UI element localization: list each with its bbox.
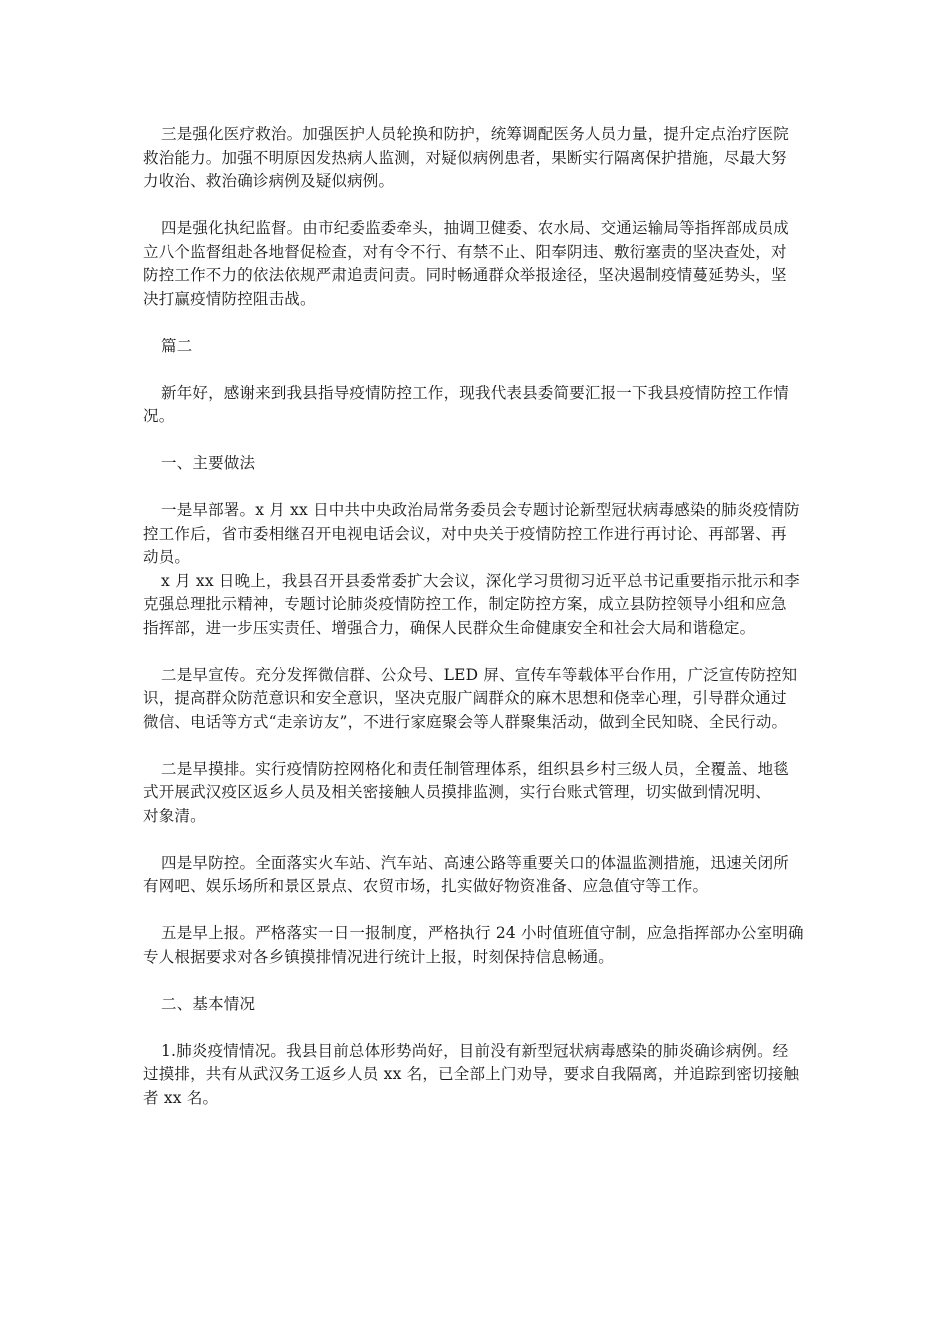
text-line: 立八个监督组赴各地督促检查，对有令不行、有禁不止、阳奉阴违、敷衍塞责的坚决查处，对 <box>143 242 787 261</box>
paragraph-county-meeting <box>143 570 811 641</box>
heading-basic-situation <box>143 993 811 1017</box>
text-line: 五是早上报。严格落实一日一报制度，严格执行 24 小时值班值守制，应急指挥部办公室明确 <box>161 924 804 942</box>
text-line: 控工作后，省市委相继召开电视电话会议，对中央关于疫情防控工作进行再讨论、再部署、再 <box>143 524 787 543</box>
text-line: 四是早防控。全面落实火车站、汽车站、高速公路等重要关口的体温监测措施，迅速关闭所 <box>161 853 790 872</box>
text-line: 一、主要做法 <box>161 454 256 472</box>
paragraph-early-publicity <box>143 664 811 735</box>
paragraph-medical-treatment <box>143 123 811 194</box>
text-line: 二、基本情况 <box>161 994 256 1013</box>
text-line: 识，提高群众防范意识和安全意识，坚决克服广阔群众的麻木思想和侥幸心理，引导群众通过 <box>143 689 787 707</box>
paragraph-greeting <box>143 382 811 429</box>
text-line: 救治能力。加强不明原因发热病人监测，对疑似病例患者，果断实行隔离保护措施，尽最大努 <box>143 148 787 167</box>
paragraph-early-deployment <box>143 499 811 570</box>
text-line: 一是早部署。x 月 xx 日中共中央政治局常务委员会专题讨论新型冠状病毒感染的肺炎疫情防 <box>161 501 800 519</box>
text-line: x 月 xx 日晚上，我县召开县委常委扩大会议，深化学习贯彻习近平总书记重要指示批示和李 <box>161 571 800 590</box>
text-line: 克强总理批示精神，专题讨论肺炎疫情防控工作，制定防控方案，成立县防控领导小组和应急 <box>143 595 787 613</box>
text-line: 者 xx 名。 <box>143 1088 219 1107</box>
text-line: 新年好，感谢来到我县指导疫情防控工作，现我代表县委简要汇报一下我县疫情防控工作情 <box>161 383 790 402</box>
text-line: 1.肺炎疫情情况。我县目前总体形势尚好，目前没有新型冠状病毒感染的肺炎确诊病例。经 <box>161 1041 789 1060</box>
text-line: 决打赢疫情防控阻击战。 <box>143 289 316 308</box>
text-line: 专人根据要求对各乡镇摸排情况进行统计上报，时刻保持信息畅通。 <box>143 947 615 966</box>
heading-main-practices <box>143 452 811 476</box>
paragraph-early-reporting <box>143 922 811 969</box>
text-line: 对象清。 <box>143 806 206 825</box>
text-line: 式开展武汉疫区返乡人员及相关密接触人员摸排监测，实行台账式管理，切实做到情况明、 <box>143 783 772 801</box>
text-line: 力收治、救治确诊病例及疑似病例。 <box>143 172 395 190</box>
text-line: 过摸排，共有从武汉务工返乡人员 xx 名，已全部上门劝导，要求自我隔离，并追踪到密切接触 <box>143 1065 800 1083</box>
paragraph-early-screening <box>143 758 811 829</box>
text-line: 动员。 <box>143 548 191 566</box>
text-line: 指挥部，进一步压实责任、增强合力，确保人民群众生命健康安全和社会大局和谐稳定。 <box>143 618 756 637</box>
document-body <box>143 123 811 1134</box>
text-line: 况。 <box>143 407 175 425</box>
text-line: 有网吧、娱乐场所和景区景点、农贸市场，扎实做好物资准备、应急值守等工作。 <box>143 877 709 895</box>
text-line: 二是早摸排。实行疫情防控网格化和责任制管理体系，组织县乡村三级人员，全覆盖、地毯 <box>161 759 790 778</box>
paragraph-epidemic-situation <box>143 1040 811 1111</box>
text-line: 篇二 <box>161 336 193 355</box>
paragraph-early-prevention <box>143 852 811 899</box>
text-line: 微信、电话等方式“走亲访友”，不进行家庭聚会等人群聚集活动，做到全民知晓、全民行动。 <box>143 712 788 731</box>
text-line: 三是强化医疗救治。加强医护人员轮换和防护，统筹调配医务人员力量，提升定点治疗医院 <box>161 125 790 143</box>
text-line: 四是强化执纪监督。由市纪委监委牵头，抽调卫健委、农水局、交通运输局等指挥部成员成 <box>161 219 790 237</box>
paragraph-discipline-supervision <box>143 217 811 311</box>
section-title-part-two <box>143 335 811 359</box>
text-line: 二是早宣传。充分发挥微信群、公众号、LED 屏、宣传车等载体平台作用，广泛宣传防控知 <box>161 665 798 684</box>
text-line: 防控工作不力的依法依规严肃追责问责。同时畅通群众举报途径，坚决遏制疫情蔓延势头，坚 <box>143 266 787 284</box>
